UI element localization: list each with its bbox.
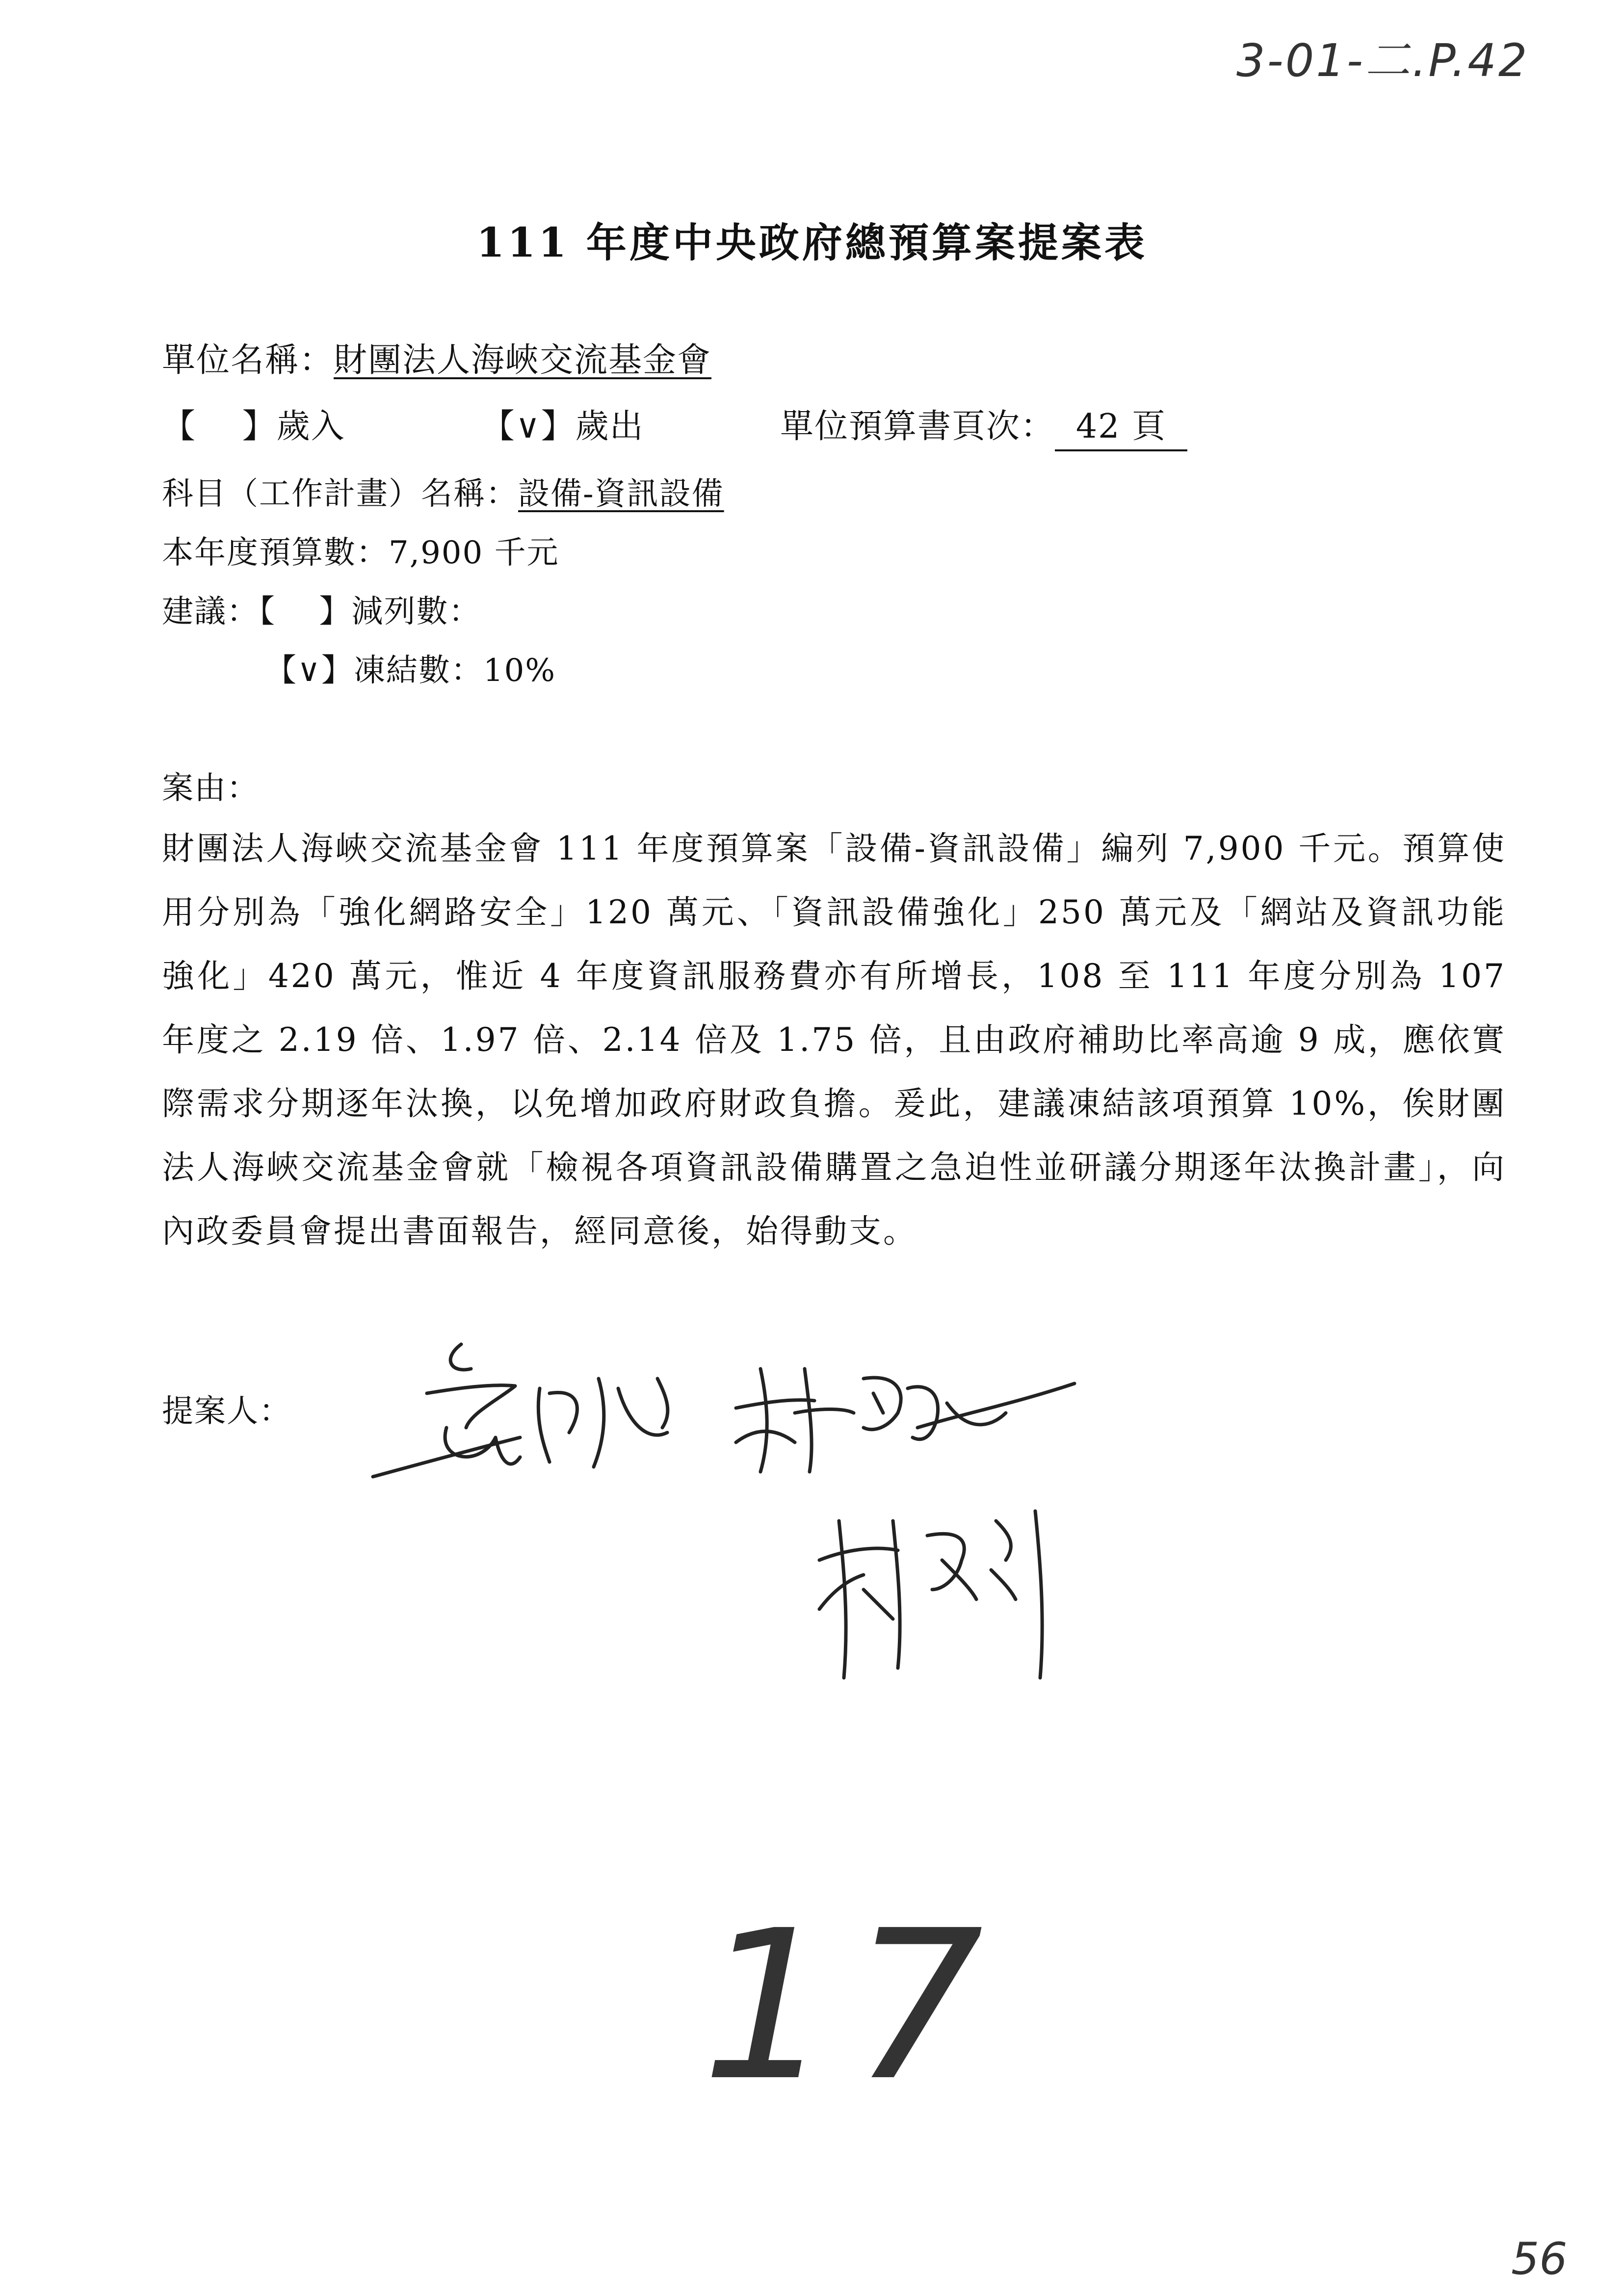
budget-value: 7,900 千元 — [389, 535, 559, 571]
handwritten-reference-note: 3-01-二.P.42 — [1236, 34, 1529, 87]
handwritten-item-number: 17 — [702, 1886, 1003, 2126]
signature-stroke — [819, 1521, 898, 1678]
proposer-label: 提案人： — [162, 1393, 291, 1430]
freeze-checkbox: 【∨】 — [265, 652, 354, 689]
expenditure-label: 歲出 — [575, 407, 644, 446]
signature-stroke — [538, 1388, 577, 1462]
subject-name: 設備-資訊設備 — [518, 476, 724, 512]
unit-row — [162, 334, 711, 381]
revenue-checkbox: 【 】 — [162, 407, 277, 446]
freeze-value: 10% — [483, 652, 556, 689]
signature-stroke — [795, 1369, 854, 1472]
budget-label: 本年度預算數： — [162, 535, 389, 571]
document-title: 111 年度中央政府總預算案提案表 — [476, 219, 1148, 266]
signature-stroke — [594, 1379, 667, 1467]
reason-label: 案由： — [162, 770, 259, 807]
revenue-label: 歲入 — [276, 407, 345, 446]
handwritten-page-number: 56 — [1511, 2233, 1568, 2285]
signature-stroke — [991, 1521, 1016, 1599]
signature-stroke — [819, 1575, 893, 1619]
page-number-value: 42 頁 — [1055, 400, 1187, 451]
signature-stroke — [1035, 1511, 1042, 1678]
proposal-freeze-row — [265, 645, 556, 690]
unit-label: 單位名稱： — [162, 341, 334, 380]
reduce-label: 減列數： — [351, 594, 481, 630]
reason-text: 財團法人海峽交流基金會 111 年度預算案「設備-資訊設備」編列 7,900 千元。預算使用分別為「強化網路安全」120 萬元、「資訊設備強化」250 萬元及「網站及資訊功能強化」420 萬元，惟近 4 年度資訊服務費亦有所增長，108 至 111 年度分別為 107 年度之 2.19 倍、1.97 倍、2.14 倍及 1.75 倍，且由政府補助比率高逾 9 成，應依實際需求分期逐年汰換，以免增加政府財政負擔。爰此，建議凍結該項預算 10%，俟財團法人海峽交流基金會就「檢視各項資訊設備購置之急迫性並研議分期逐年汰換計畫」，向內政委員會提出書面報告，經同意後，始得動支。 — [162, 830, 1506, 1250]
handwritten-signatures — [353, 1315, 1119, 1697]
reduce-checkbox: 【 】 — [259, 594, 352, 630]
signature-stroke — [450, 1344, 471, 1370]
proposal-label: 建議： — [162, 594, 259, 630]
freeze-label: 凍結數： — [353, 652, 483, 689]
signature-stroke — [427, 1385, 515, 1428]
unit-name: 財團法人海峽交流基金會 — [334, 341, 712, 380]
expenditure-checkbox: 【∨】 — [481, 407, 576, 446]
subject-label: 科目（工作計畫）名稱： — [162, 476, 518, 512]
budget-type-row — [162, 400, 1187, 451]
signature-stroke — [893, 1521, 900, 1668]
page-number-label: 單位預算書頁次： — [780, 407, 1055, 446]
signature-stroke — [864, 1378, 901, 1430]
signature-stroke — [657, 1379, 668, 1428]
proposal-reduce-row — [162, 586, 481, 631]
subject-row — [162, 469, 724, 514]
signature-stroke — [736, 1369, 814, 1472]
signature-stroke — [908, 1387, 1006, 1439]
signature-stroke — [927, 1534, 976, 1599]
budget-row — [162, 527, 559, 573]
